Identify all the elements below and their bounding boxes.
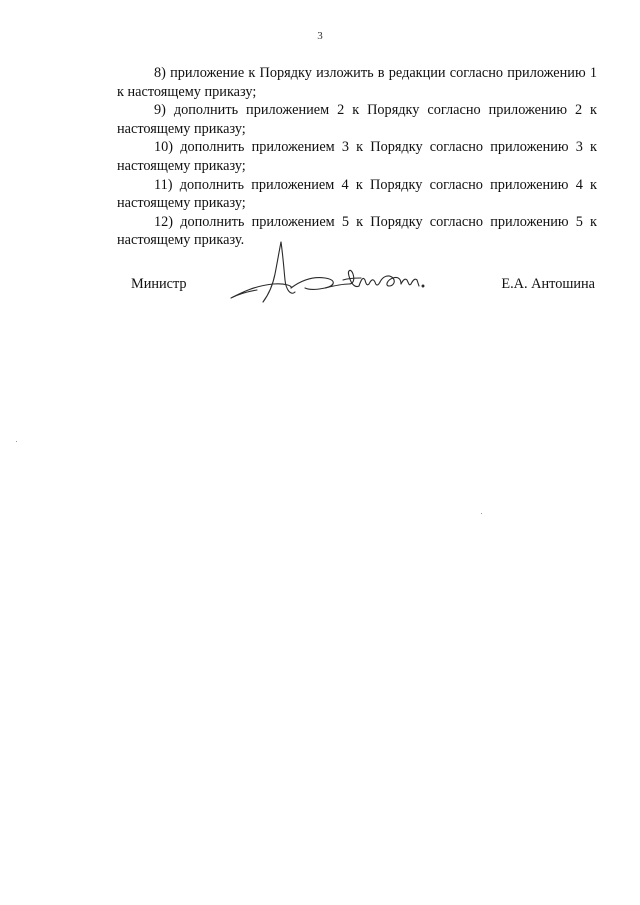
handwritten-signature [229,240,439,308]
amendment-item-11: 11) дополнить приложением 4 к Порядку согласно приложению 4 к настоящему приказу; [117,176,597,212]
order-amendments-list [117,64,597,250]
scan-speck [481,513,482,514]
signature-block [117,262,597,312]
amendment-item-8: 8) приложение к Порядку изложить в редакции согласно приложению 1 к настоящему приказу; [117,65,597,100]
amendment-item-10: 10) дополнить приложением 3 к Порядку согласно приложению 3 к настоящему приказу; [117,139,597,174]
page-number: 3 [317,30,323,42]
signatory-position: Министр [131,276,187,292]
amendment-item-12: 12) дополнить приложением 5 к Порядку согласно приложению 5 к настоящему приказу. [117,213,597,249]
amendment-item-9: 9) дополнить приложением 2 к Порядку согласно приложению 2 к настоящему приказу; [117,102,597,137]
scan-speck [16,441,17,442]
signatory-name: Е.А. Антошина [501,276,595,292]
